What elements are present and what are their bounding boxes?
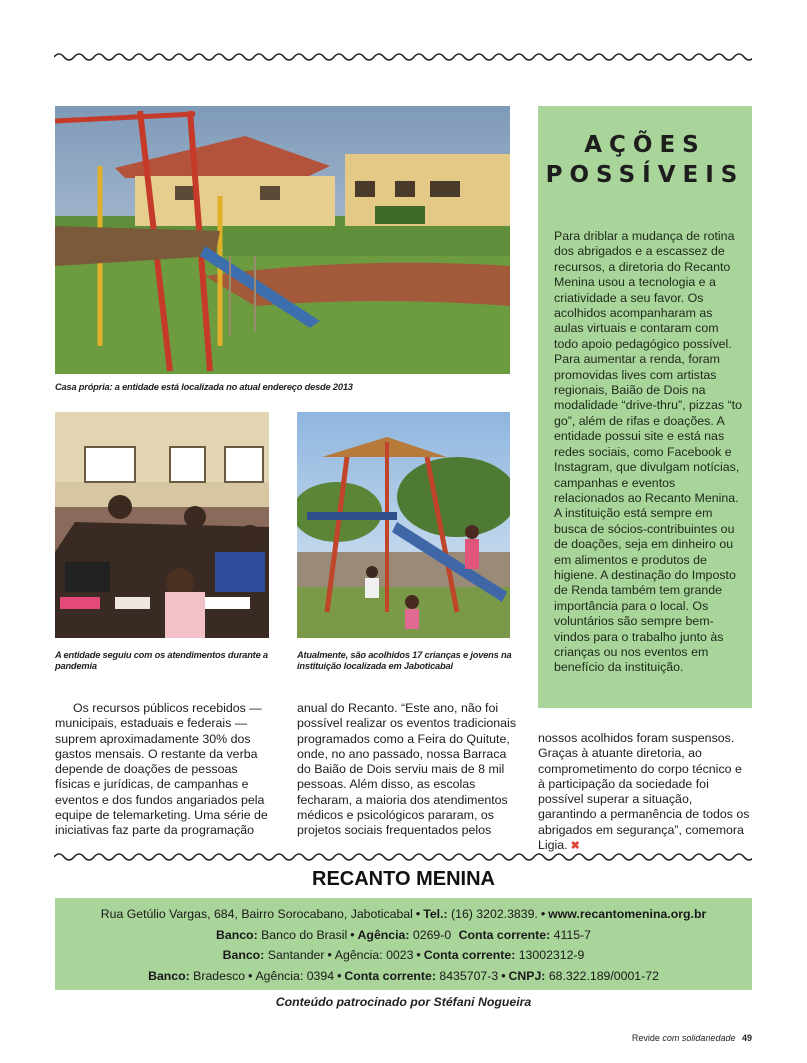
bank3-account: 8435707-3 xyxy=(439,968,499,983)
article-col1-text: Os recursos públicos recebidos — municipais, estaduais e federais — suprem aproximadamente 30% dos gastos mensais. O restante da verba depende de doações de pessoas físicas e jurídicas, de campanhas e eventos e dos fundos angariados pela equipe de telemarketing. Uma série de iniciativas faz parte da programação xyxy=(55,701,268,838)
bank1-agency-label: Agência: xyxy=(357,927,410,942)
footer-magazine: Revide xyxy=(631,1033,660,1043)
bank2-name: Santander xyxy=(267,948,325,963)
cnpj-value: 68.322.189/0001-72 xyxy=(548,968,659,983)
article-column-1 xyxy=(55,701,275,839)
bottom-wavy-divider xyxy=(54,850,752,864)
kids-studying-photo xyxy=(55,412,269,638)
contact-info-box xyxy=(55,898,752,990)
info-bank1-line: Banco: Banco do Brasil • Agência: 0269-0 Conta corrente: 4115-7 xyxy=(215,927,591,942)
sidebar-title xyxy=(538,130,752,190)
article-col3-text: nossos acolhidos foram suspensos. Graças à atuante diretoria, ao comprometimento do corpo técnico e à participação da sociedade foi possível superar a situação, garantindo a permanência de todos os abrigados em segurança”, comemora Ligia. xyxy=(538,731,750,853)
info-website-link[interactable]: www.recantomenina.org.br xyxy=(548,907,707,921)
article-col2-text: anual do Recanto. “Este ano, não foi possível realizar os eventos tradicionais programados como a Feira do Quitute, onde, no ano passado, nossa Barraca do Baião de Dois serviu mais de 8 mil pessoas. Além disso, as escolas fecharam, a maioria dos atendimentos médicos e psicológicos pararam, os projetos sociais frequentados pelos xyxy=(297,701,517,838)
info-bank2-line: Banco: Santander • Agência: 0023 • Conta corrente: 13002312-9 xyxy=(222,948,585,963)
bank1-account-label: Conta corrente: xyxy=(458,927,551,942)
bank2-agency-label: Agência: xyxy=(334,948,383,963)
end-mark-icon: ✖ xyxy=(570,840,580,853)
bank3-label: Banco: xyxy=(148,968,190,983)
bank1-agency: 0269-0 xyxy=(412,927,452,942)
info-title: RECANTO MENINA xyxy=(312,868,495,890)
info-address: Rua Getúlio Vargas, 684, Bairro Sorocabano, Jaboticabal xyxy=(100,907,413,921)
playground-photo xyxy=(297,412,510,638)
sidebar-title-line1: AÇÕES xyxy=(584,132,706,158)
bank3-name: Bradesco xyxy=(193,968,246,983)
playground-photo-caption: Atualmente, são acolhidos 17 crianças e jovens na instituição localizada em Jaboticabal xyxy=(297,650,512,671)
sidebar-text: Para driblar a mudança de rotina dos abrigados e a escassez de recursos, a diretoria do Recanto Menina usou a tecnologia e a criatividade a seu favor. Os acolhidos acompanharam as aulas virtuais e contaram com todo apoio pedagógico possível. Para aumentar a renda, foram promovidas lives com artistas regionais, Baião de Dois na modalidade “drive-thru”, pizzas “to go”, além de rifas e doações. A entidade possui site e está nas redes sociais, como Facebook e Instagram, que divulgam notícias, campanhas e eventos relacionados ao Recanto Menina. A instituição está sempre em busca de sócios-contribuintes ou de doações, seja em dinheiro ou em alimentos e produtos de higiene. A destinação do Imposto de Renda também tem grande importância para o local. Os voluntários são sempre bem-vindos para o trabalho junto às crianças ou nos eventos em benefício da instituição. xyxy=(554,229,743,675)
bank3-agency-label: Agência: xyxy=(255,968,304,983)
cnpj-label: CNPJ: xyxy=(508,968,546,983)
acoes-possiveis-sidebar xyxy=(538,106,752,708)
page-number: 49 xyxy=(741,1033,752,1043)
bank1-label: Banco: xyxy=(215,927,258,942)
footer-section: com solidariedade xyxy=(662,1033,736,1043)
info-tel: (16) 3202.3839. xyxy=(451,907,538,921)
top-wavy-divider xyxy=(54,50,752,64)
article-column-3 xyxy=(538,731,752,854)
info-tel-label: Tel.: xyxy=(423,907,448,921)
bank1-account: 4115-7 xyxy=(553,927,591,942)
bank2-label: Banco: xyxy=(222,948,265,963)
bank2-account: 13002312-9 xyxy=(518,948,585,963)
bank3-agency: 0394 xyxy=(306,968,335,983)
sponsor-credit: Conteúdo patrocinado por Stéfani Nogueira xyxy=(275,995,532,1009)
bank2-agency: 0023 xyxy=(386,948,414,963)
kids-photo-caption: A entidade seguiu com os atendimentos durante a pandemia xyxy=(55,650,268,671)
house-playground-photo xyxy=(55,106,510,374)
bank2-account-label: Conta corrente: xyxy=(423,948,516,963)
sidebar-title-line2: POSSÍVEIS xyxy=(545,162,745,188)
page-footer xyxy=(632,1033,752,1043)
article-column-2 xyxy=(297,701,519,839)
info-bank3-line: Banco: Bradesco • Agência: 0394 • Conta corrente: 8435707-3 • CNPJ: 68.322.189/0001-72 xyxy=(148,968,659,983)
bank3-account-label: Conta corrente: xyxy=(344,968,436,983)
bank1-name: Banco do Brasil xyxy=(261,927,348,942)
main-photo-caption: Casa própria: a entidade está localizada no atual endereço desde 2013 xyxy=(55,382,353,392)
info-address-line: Rua Getúlio Vargas, 684, Bairro Sorocabano, Jaboticabal • Tel.: (16) 3202.3839. • www.recantomenina.org.br xyxy=(100,907,707,921)
